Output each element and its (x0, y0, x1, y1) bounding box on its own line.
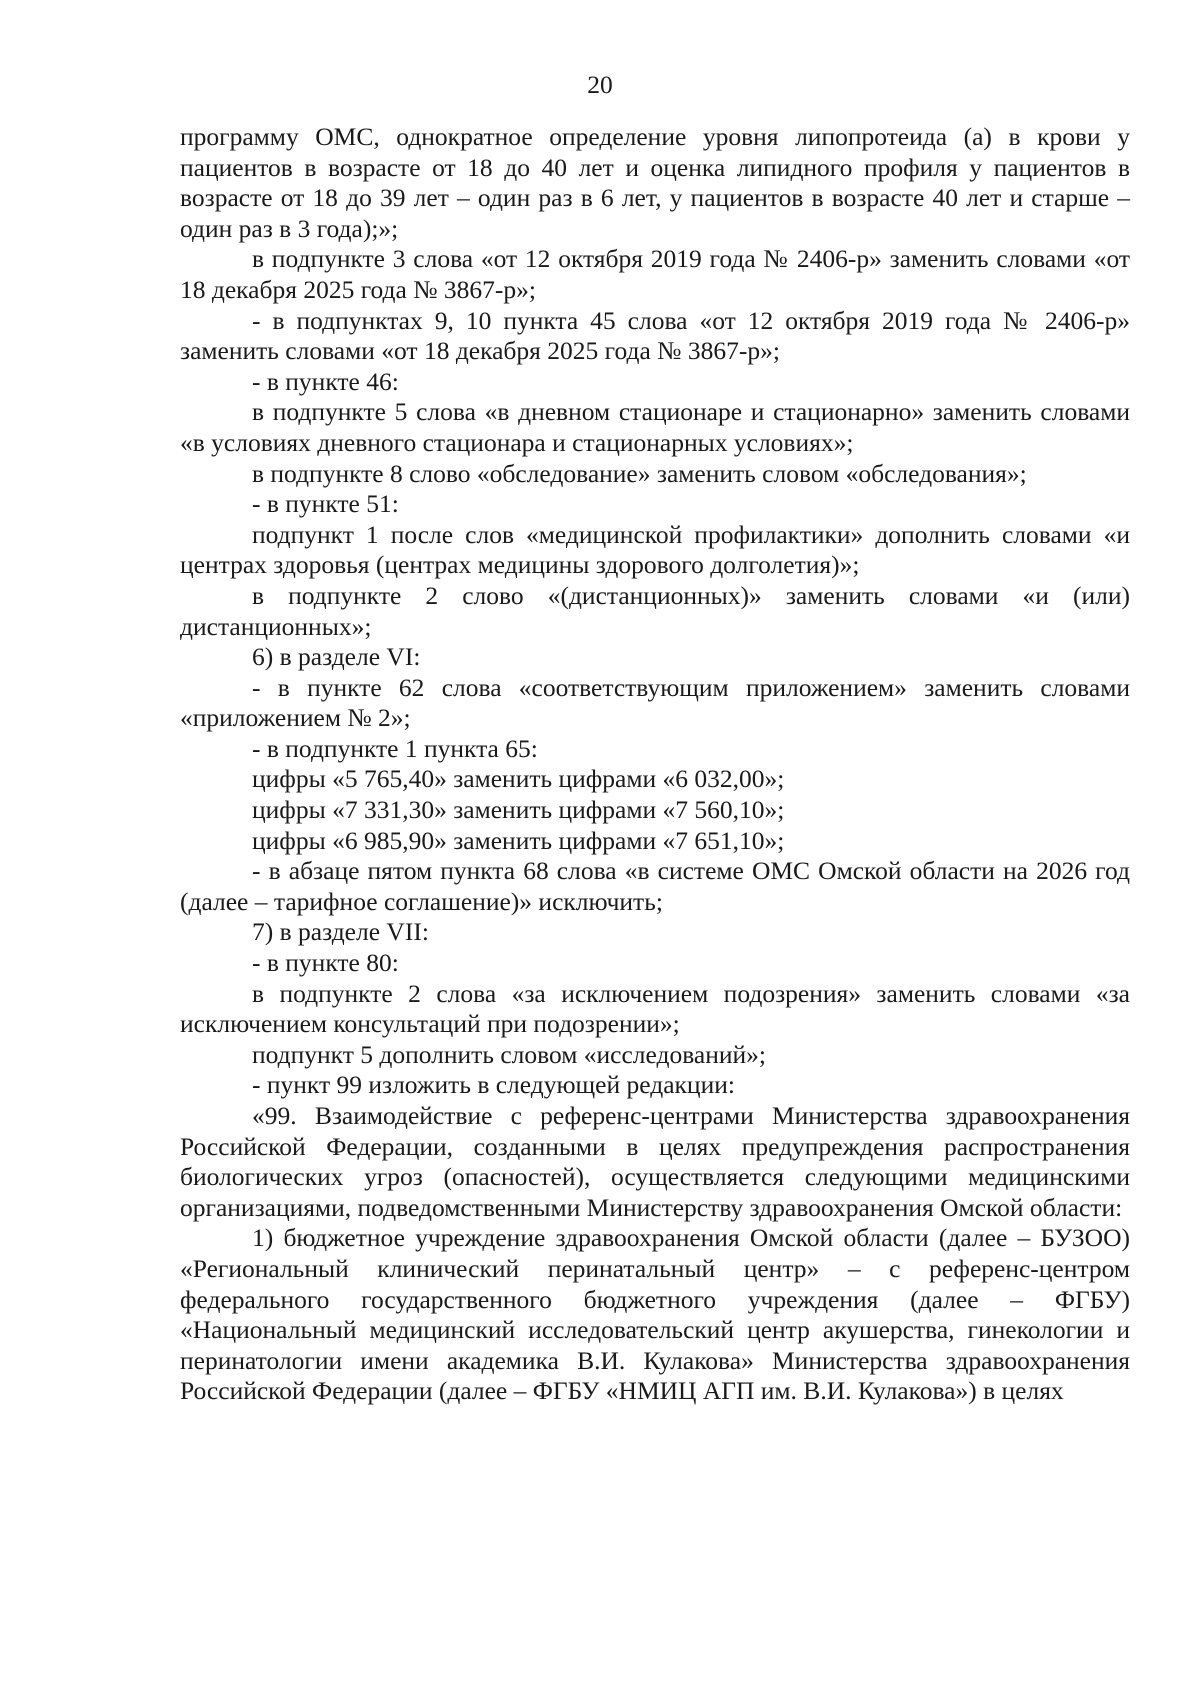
paragraph: в подпункте 2 слово «(дистанционных)» заменить словами «и (или) дистанционных»; (180, 580, 1130, 641)
paragraph: подпункт 5 дополнить словом «исследований»; (252, 1039, 767, 1069)
paragraph: - в абзаце пятом пункта 68 слова «в системе ОМС Омской области на 2026 год (далее – тарифное соглашение)» исключить; (180, 856, 1130, 916)
paragraph: - в пункте 46: (252, 366, 399, 396)
paragraph: 7) в разделе VII: (252, 917, 429, 947)
paragraph: в подпункте 2 слова «за исключением подозрения» заменить словами «за исключением консультаций при подозрении»; (180, 978, 1130, 1039)
paragraph: цифры «5 765,40» заменить цифрами «6 032,00»; (252, 764, 785, 794)
paragraph: цифры «7 331,30» заменить цифрами «7 560,10»; (252, 795, 785, 825)
paragraph: в подпункте 8 слово «обследование» заменить словом «обследования»; (252, 458, 1027, 488)
paragraph: - пункт 99 изложить в следующей редакции: (252, 1070, 735, 1100)
paragraph: программу ОМС, однократное определение уровня липопротеида (а) в крови у пациентов в возрасте от 18 до 40 лет и оценка липидного профиля у пациентов в возрасте от 18 до 39 лет – один раз в 6 лет, у пациентов в возрасте 40 лет и старше – один раз в 3 года);»; (180, 122, 1130, 243)
paragraph: - в подпункте 1 пункта 65: (252, 733, 538, 763)
paragraph: 1) бюджетное учреждение здравоохранения Омской области (далее – БУЗОО) «Региональный клинический перинатальный центр» – с референс-центром федерального государственного бюджетного учреждения (далее – ФГБУ) «Национальный медицинский исследовательский центр акушерства, гинекологии и перинатологии имени академика В.И. Кулакова» Министерства здравоохранения Российской Федерации (далее – ФГБУ «НМИЦ АГП им. В.И. Кулакова») в целях (180, 1223, 1130, 1406)
paragraph: - в подпунктах 9, 10 пункта 45 слова «от 12 октября 2019 года № 2406-р» заменить словами «от 18 декабря 2025 года № 3867-р»; (180, 305, 1130, 366)
paragraph: подпункт 1 после слов «медицинской профилактики» дополнить словами «и центрах здоровья (центрах медицины здорового долголетия)»; (180, 519, 1130, 580)
paragraph: - в пункте 80: (252, 948, 399, 978)
paragraph: 6) в разделе VI: (252, 642, 421, 672)
paragraph: в подпункте 3 слова «от 12 октября 2019 года № 2406-р» заменить словами «от 18 декабря 2025 года № 3867-р»; (180, 244, 1130, 304)
paragraph: в подпункте 5 слова «в дневном стационаре и стационарно» заменить словами «в условиях дневного стационара и стационарных условиях»; (180, 397, 1130, 457)
paragraph: - в пункте 62 слова «соответствующим приложением» заменить словами «приложением № 2»; (180, 672, 1130, 733)
page-number: 20 (587, 70, 613, 99)
document-body (180, 122, 1130, 1407)
paragraph: - в пункте 51: (252, 489, 399, 519)
paragraph: цифры «6 985,90» заменить цифрами «7 651,10»; (252, 825, 785, 855)
paragraph: «99. Взаимодействие с референс-центрами Министерства здравоохранения Российской Федерации, созданными в целях предупреждения распространения биологических угроз (опасностей), осуществляется следующими медицинскими организациями, подведомственными Министерству здравоохранения Омской области: (180, 1101, 1130, 1222)
